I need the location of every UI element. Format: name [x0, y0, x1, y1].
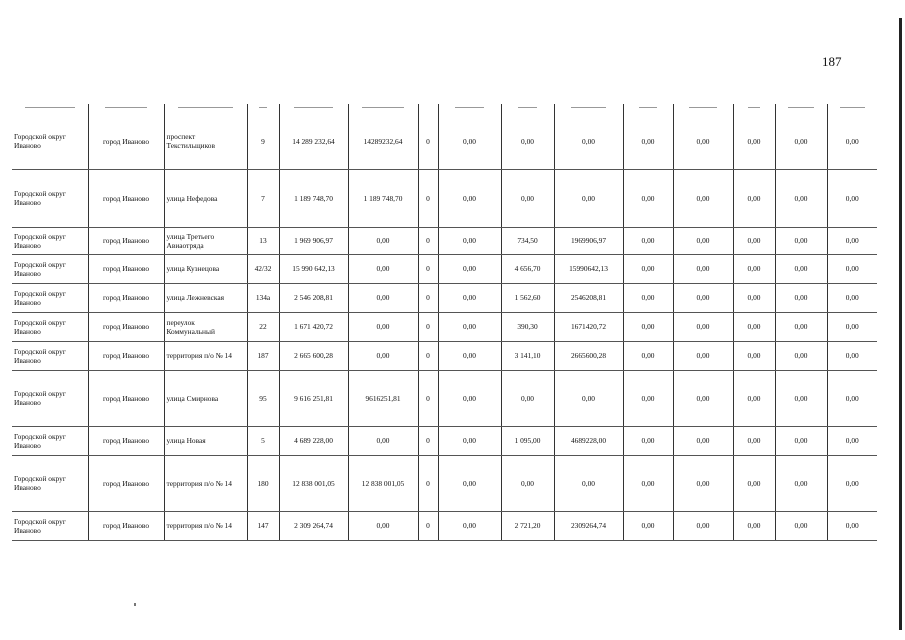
house-number-cell: 22 — [247, 312, 279, 341]
amount-cell: 0,00 — [438, 370, 501, 426]
scan-edge-line — [899, 18, 902, 630]
total-cost-cell: 1 969 906,97 — [279, 227, 348, 254]
header-cell — [673, 104, 733, 114]
header-cell — [88, 104, 164, 114]
amount-cell: 0,00 — [827, 511, 877, 540]
code-cell: 0 — [418, 511, 438, 540]
amount-cell: 734,50 — [501, 227, 554, 254]
code-cell: 0 — [418, 169, 438, 227]
amount-cell: 0,00 — [775, 283, 827, 312]
header-cell — [12, 104, 88, 114]
amount-cell: 0,00 — [775, 114, 827, 169]
total-cost-cell: 2 309 264,74 — [279, 511, 348, 540]
house-number-cell: 42/32 — [247, 254, 279, 283]
amount-cell: 0,00 — [673, 341, 733, 370]
scan-speck — [134, 603, 136, 606]
amount-cell: 0,00 — [438, 227, 501, 254]
amount-cell: 0,00 — [623, 426, 673, 455]
amount-cell: 2665600,28 — [554, 341, 623, 370]
total-cost-cell: 14 289 232,64 — [279, 114, 348, 169]
amount-cell: 0,00 — [673, 227, 733, 254]
amount-cell: 0,00 — [438, 283, 501, 312]
total-cost-cell: 1 189 748,70 — [279, 169, 348, 227]
district-cell: Городской округ Иваново — [12, 227, 88, 254]
street-cell: улица Кузнецова — [164, 254, 247, 283]
header-cell — [438, 104, 501, 114]
table-row — [12, 511, 877, 540]
total-cost-cell: 2 546 208,81 — [279, 283, 348, 312]
amount-cell: 1969906,97 — [554, 227, 623, 254]
house-number-cell: 147 — [247, 511, 279, 540]
table-row — [12, 254, 877, 283]
street-cell: территория п/о № 14 — [164, 511, 247, 540]
amount-cell: 14289232,64 — [348, 114, 418, 169]
code-cell: 0 — [418, 227, 438, 254]
amount-cell: 0,00 — [673, 283, 733, 312]
amount-cell: 15990642,13 — [554, 254, 623, 283]
amount-cell: 0,00 — [623, 455, 673, 511]
amount-cell: 12 838 001,05 — [348, 455, 418, 511]
amount-cell: 2309264,74 — [554, 511, 623, 540]
amount-cell: 0,00 — [438, 341, 501, 370]
amount-cell: 0,00 — [775, 227, 827, 254]
amount-cell: 0,00 — [827, 370, 877, 426]
district-cell: Городской округ Иваново — [12, 169, 88, 227]
city-cell: город Иваново — [88, 254, 164, 283]
code-cell: 0 — [418, 312, 438, 341]
district-cell: Городской округ Иваново — [12, 455, 88, 511]
district-cell: Городской округ Иваново — [12, 254, 88, 283]
city-cell: город Иваново — [88, 426, 164, 455]
city-cell: город Иваново — [88, 227, 164, 254]
header-cell — [348, 104, 418, 114]
amount-cell: 0,00 — [348, 254, 418, 283]
amount-cell: 0,00 — [827, 254, 877, 283]
city-cell: город Иваново — [88, 341, 164, 370]
amount-cell: 4689228,00 — [554, 426, 623, 455]
total-cost-cell: 9 616 251,81 — [279, 370, 348, 426]
house-number-cell: 134а — [247, 283, 279, 312]
code-cell: 0 — [418, 426, 438, 455]
header-cell — [279, 104, 348, 114]
house-number-cell: 13 — [247, 227, 279, 254]
page-number: 187 — [822, 54, 842, 69]
city-cell: город Иваново — [88, 455, 164, 511]
street-cell: улица Лежневская — [164, 283, 247, 312]
amount-cell: 0,00 — [501, 370, 554, 426]
amount-cell: 2 721,20 — [501, 511, 554, 540]
amount-cell: 0,00 — [348, 426, 418, 455]
city-cell: город Иваново — [88, 169, 164, 227]
header-cell — [164, 104, 247, 114]
city-cell: город Иваново — [88, 114, 164, 169]
amount-cell: 0,00 — [438, 426, 501, 455]
amount-cell: 0,00 — [554, 370, 623, 426]
amount-cell: 0,00 — [554, 114, 623, 169]
amount-cell: 0,00 — [775, 254, 827, 283]
amount-cell: 0,00 — [827, 283, 877, 312]
house-number-cell: 5 — [247, 426, 279, 455]
amount-cell: 0,00 — [501, 169, 554, 227]
district-cell: Городской округ Иваново — [12, 511, 88, 540]
amount-cell: 0,00 — [623, 227, 673, 254]
total-cost-cell: 4 689 228,00 — [279, 426, 348, 455]
amount-cell: 0,00 — [348, 341, 418, 370]
amount-cell: 0,00 — [733, 370, 775, 426]
district-cell: Городской округ Иваново — [12, 426, 88, 455]
street-cell: улица Смирнова — [164, 370, 247, 426]
district-cell: Городской округ Иваново — [12, 283, 88, 312]
amount-cell: 0,00 — [554, 169, 623, 227]
amount-cell: 0,00 — [827, 312, 877, 341]
amount-cell: 0,00 — [733, 426, 775, 455]
amount-cell: 2546208,81 — [554, 283, 623, 312]
code-cell: 0 — [418, 254, 438, 283]
amount-cell: 0,00 — [438, 114, 501, 169]
amount-cell: 0,00 — [348, 511, 418, 540]
house-number-cell: 7 — [247, 169, 279, 227]
street-cell: проспект Текстильщиков — [164, 114, 247, 169]
amount-cell: 390,30 — [501, 312, 554, 341]
amount-cell: 0,00 — [733, 227, 775, 254]
table-row — [12, 227, 877, 254]
amount-cell: 0,00 — [827, 455, 877, 511]
city-cell: город Иваново — [88, 312, 164, 341]
amount-cell: 1 562,60 — [501, 283, 554, 312]
header-cell — [733, 104, 775, 114]
header-cell — [827, 104, 877, 114]
house-number-cell: 9 — [247, 114, 279, 169]
code-cell: 0 — [418, 370, 438, 426]
district-cell: Городской округ Иваново — [12, 114, 88, 169]
amount-cell: 0,00 — [775, 455, 827, 511]
amount-cell: 1 095,00 — [501, 426, 554, 455]
header-cell — [418, 104, 438, 114]
code-cell: 0 — [418, 455, 438, 511]
street-cell: переулок Коммунальный — [164, 312, 247, 341]
house-number-cell: 95 — [247, 370, 279, 426]
amount-cell: 0,00 — [673, 370, 733, 426]
header-cell — [247, 104, 279, 114]
street-cell: улица Третьего Авиаотряда — [164, 227, 247, 254]
amount-cell: 0,00 — [775, 426, 827, 455]
amount-cell: 4 656,70 — [501, 254, 554, 283]
amount-cell: 0,00 — [623, 511, 673, 540]
amount-cell: 0,00 — [623, 114, 673, 169]
house-number-cell: 180 — [247, 455, 279, 511]
amount-cell: 0,00 — [827, 426, 877, 455]
header-cell — [554, 104, 623, 114]
amount-cell: 0,00 — [775, 341, 827, 370]
header-cell — [623, 104, 673, 114]
amount-cell: 0,00 — [438, 312, 501, 341]
amount-cell: 0,00 — [554, 455, 623, 511]
amount-cell: 1 189 748,70 — [348, 169, 418, 227]
city-cell: город Иваново — [88, 283, 164, 312]
table-row — [12, 312, 877, 341]
amount-cell: 0,00 — [827, 114, 877, 169]
amount-cell: 0,00 — [501, 455, 554, 511]
table-header-remnant — [12, 104, 877, 114]
amount-cell: 0,00 — [733, 114, 775, 169]
amount-cell: 0,00 — [438, 511, 501, 540]
amount-cell: 0,00 — [733, 455, 775, 511]
code-cell: 0 — [418, 283, 438, 312]
house-number-cell: 187 — [247, 341, 279, 370]
header-cell — [501, 104, 554, 114]
district-cell: Городской округ Иваново — [12, 312, 88, 341]
amount-cell: 3 141,10 — [501, 341, 554, 370]
housing-table — [12, 104, 877, 541]
table-body — [12, 114, 877, 540]
amount-cell: 0,00 — [733, 169, 775, 227]
city-cell: город Иваново — [88, 511, 164, 540]
table-row — [12, 370, 877, 426]
amount-cell: 0,00 — [623, 254, 673, 283]
table-row — [12, 169, 877, 227]
amount-cell: 0,00 — [733, 283, 775, 312]
amount-cell: 0,00 — [775, 312, 827, 341]
amount-cell: 0,00 — [623, 370, 673, 426]
table-row — [12, 455, 877, 511]
amount-cell: 0,00 — [827, 227, 877, 254]
amount-cell: 0,00 — [673, 426, 733, 455]
amount-cell: 0,00 — [827, 341, 877, 370]
amount-cell: 0,00 — [673, 114, 733, 169]
header-cell — [775, 104, 827, 114]
amount-cell: 0,00 — [501, 114, 554, 169]
amount-cell: 0,00 — [438, 455, 501, 511]
amount-cell: 0,00 — [733, 341, 775, 370]
amount-cell: 1671420,72 — [554, 312, 623, 341]
amount-cell: 0,00 — [623, 169, 673, 227]
amount-cell: 0,00 — [348, 312, 418, 341]
city-cell: город Иваново — [88, 370, 164, 426]
amount-cell: 0,00 — [623, 283, 673, 312]
table-row — [12, 341, 877, 370]
total-cost-cell: 15 990 642,13 — [279, 254, 348, 283]
amount-cell: 0,00 — [673, 455, 733, 511]
amount-cell: 0,00 — [348, 227, 418, 254]
amount-cell: 0,00 — [673, 169, 733, 227]
street-cell: территория п/о № 14 — [164, 341, 247, 370]
table-row — [12, 283, 877, 312]
code-cell: 0 — [418, 114, 438, 169]
amount-cell: 0,00 — [673, 254, 733, 283]
amount-cell: 0,00 — [348, 283, 418, 312]
amount-cell: 9616251,81 — [348, 370, 418, 426]
table-row — [12, 426, 877, 455]
total-cost-cell: 2 665 600,28 — [279, 341, 348, 370]
amount-cell: 0,00 — [673, 312, 733, 341]
street-cell: улица Нефедова — [164, 169, 247, 227]
amount-cell: 0,00 — [438, 169, 501, 227]
amount-cell: 0,00 — [775, 511, 827, 540]
district-cell: Городской округ Иваново — [12, 341, 88, 370]
amount-cell: 0,00 — [733, 511, 775, 540]
total-cost-cell: 12 838 001,05 — [279, 455, 348, 511]
total-cost-cell: 1 671 420,72 — [279, 312, 348, 341]
street-cell: улица Новая — [164, 426, 247, 455]
amount-cell: 0,00 — [733, 312, 775, 341]
amount-cell: 0,00 — [775, 169, 827, 227]
street-cell: территория п/о № 14 — [164, 455, 247, 511]
amount-cell: 0,00 — [775, 370, 827, 426]
amount-cell: 0,00 — [673, 511, 733, 540]
district-cell: Городской округ Иваново — [12, 370, 88, 426]
amount-cell: 0,00 — [438, 254, 501, 283]
amount-cell: 0,00 — [733, 254, 775, 283]
amount-cell: 0,00 — [623, 341, 673, 370]
table-row — [12, 114, 877, 169]
amount-cell: 0,00 — [827, 169, 877, 227]
code-cell: 0 — [418, 341, 438, 370]
amount-cell: 0,00 — [623, 312, 673, 341]
